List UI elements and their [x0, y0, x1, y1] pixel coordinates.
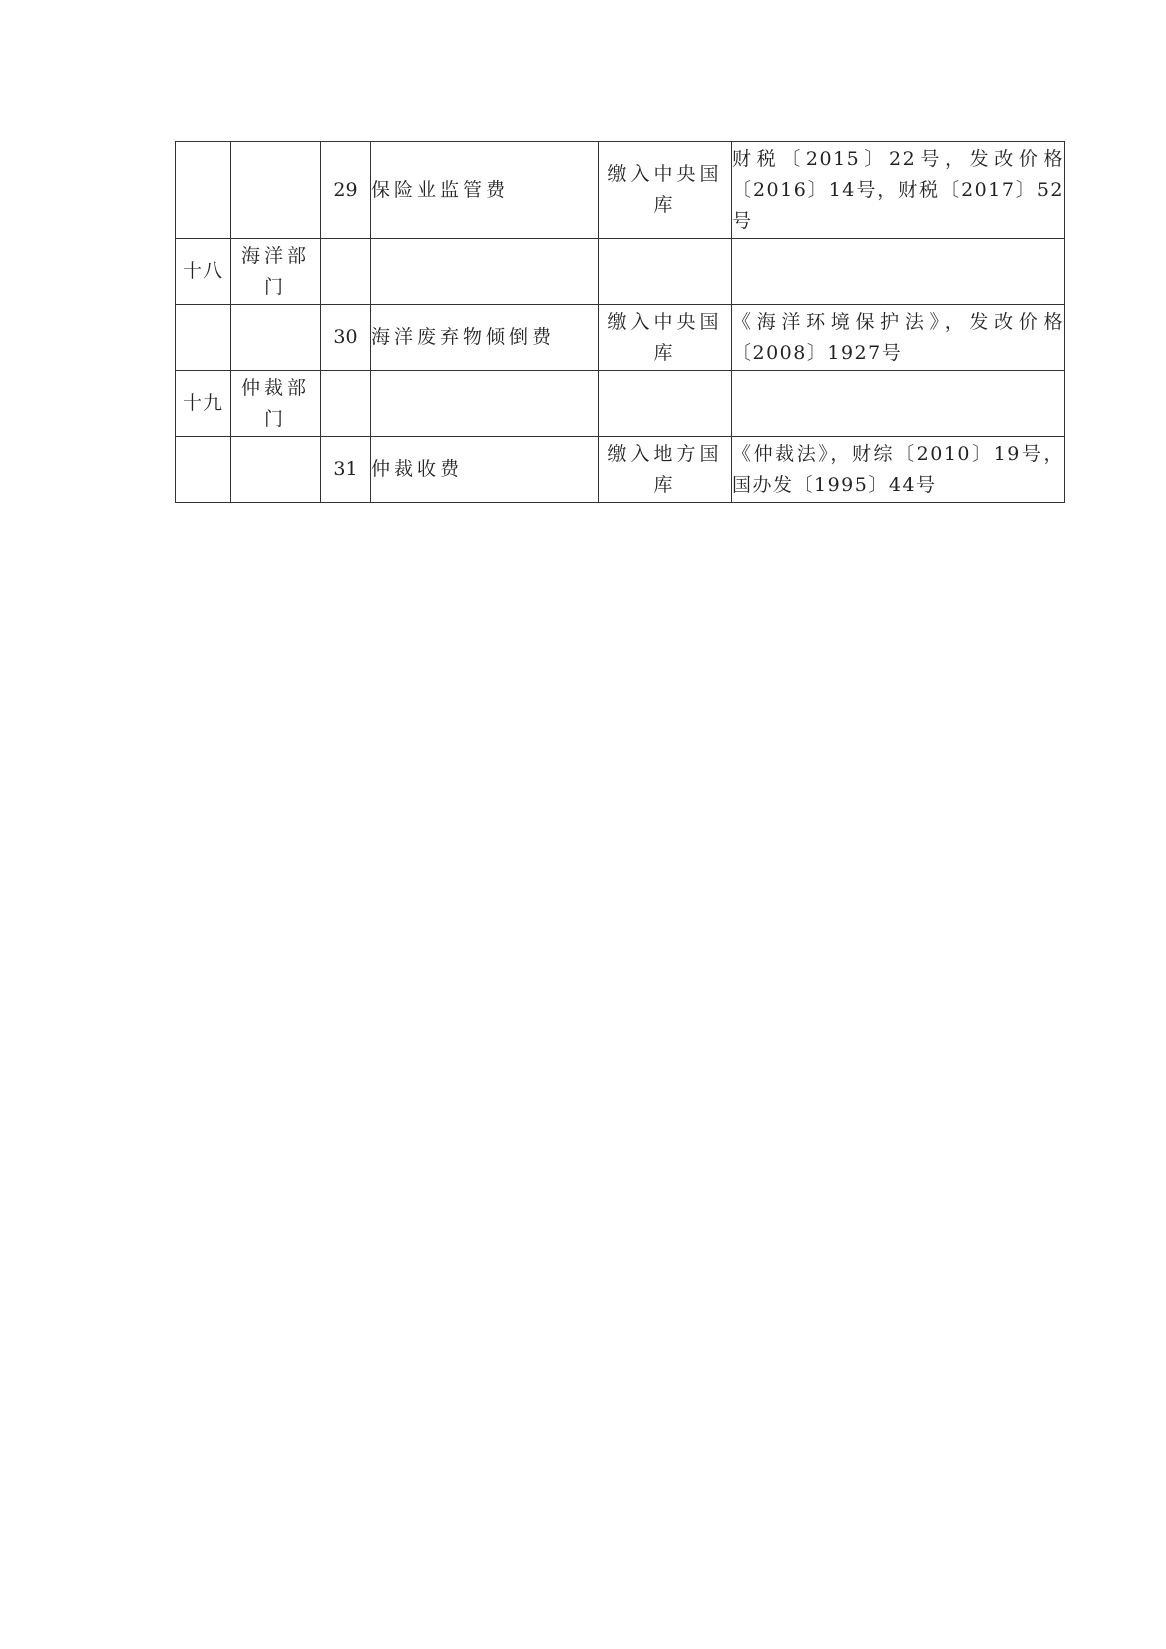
- category-seq-cell: [176, 305, 231, 371]
- fee-item-cell: 海洋废弃物倾倒费: [371, 305, 599, 371]
- item-number-cell: 29: [321, 142, 371, 239]
- treasury-cell: 缴入地方国库: [599, 437, 732, 503]
- fee-item-cell: [371, 371, 599, 437]
- item-number-cell: 30: [321, 305, 371, 371]
- item-number-cell: [321, 371, 371, 437]
- item-number-cell: 31: [321, 437, 371, 503]
- policy-basis-cell: [732, 239, 1065, 305]
- fee-item-cell: 保险业监管费: [371, 142, 599, 239]
- department-cell: 海洋部门: [231, 239, 321, 305]
- treasury-cell: 缴入中央国库: [599, 142, 732, 239]
- category-seq-cell: [176, 437, 231, 503]
- table-row: [176, 142, 1065, 239]
- category-seq-cell: 十九: [176, 371, 231, 437]
- table-row: [176, 437, 1065, 503]
- table-row: [176, 371, 1065, 437]
- department-cell: 仲裁部门: [231, 371, 321, 437]
- category-seq-cell: 十八: [176, 239, 231, 305]
- table-row: [176, 239, 1065, 305]
- department-cell: [231, 142, 321, 239]
- policy-basis-cell: 《海洋环境保护法》，发改价格〔2008〕1927号: [732, 305, 1065, 371]
- fee-item-cell: [371, 239, 599, 305]
- department-cell: [231, 437, 321, 503]
- fee-item-cell: 仲裁收费: [371, 437, 599, 503]
- item-number-cell: [321, 239, 371, 305]
- treasury-cell: [599, 239, 732, 305]
- policy-basis-cell: 财税〔2015〕22号，发改价格〔2016〕14号，财税〔2017〕52号: [732, 142, 1065, 239]
- fee-table: [175, 141, 1065, 503]
- department-cell: [231, 305, 321, 371]
- policy-basis-cell: [732, 371, 1065, 437]
- treasury-cell: [599, 371, 732, 437]
- treasury-cell: 缴入中央国库: [599, 305, 732, 371]
- category-seq-cell: [176, 142, 231, 239]
- table-row: [176, 305, 1065, 371]
- policy-basis-cell: 《仲裁法》，财综〔2010〕19号，国办发〔1995〕44号: [732, 437, 1065, 503]
